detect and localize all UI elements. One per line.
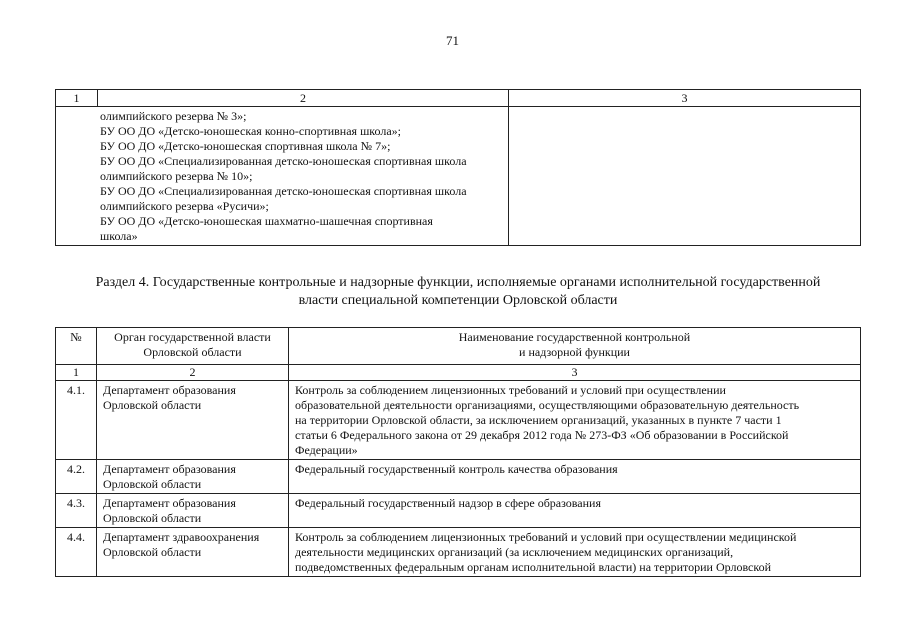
table-row [56, 528, 861, 577]
authority-line: Орловской области [103, 545, 202, 559]
row-function [289, 528, 861, 577]
row-function [289, 460, 861, 494]
row-number: 4.2. [56, 460, 97, 494]
list-line: олимпийского резерва № 10»; [100, 169, 253, 183]
list-line: олимпийского резерва № 3»; [100, 109, 247, 123]
control-functions-table [55, 327, 861, 577]
header-col-3: 3 [509, 90, 861, 107]
list-line: БУ ОО ДО «Детско-юношеская конно-спортивная школа»; [100, 124, 402, 138]
function-line: Федеральный государственный контроль качества образования [295, 462, 618, 476]
authority-line: Орловской области [103, 511, 202, 525]
row-function [289, 381, 861, 460]
table-row [56, 381, 861, 460]
row-number: 4.3. [56, 494, 97, 528]
function-line: деятельности медицинских организаций (за исключением медицинских организаций, [295, 545, 734, 559]
list-line: БУ ОО ДО «Детско-юношеская шахматно-шашечная спортивная [100, 214, 433, 228]
table-header [56, 328, 861, 365]
row-function [289, 494, 861, 528]
function-line: Федерации» [295, 443, 358, 457]
function-line: на территории Орловской области, за исключением организаций, указанных в пункте 7 части 1 [295, 413, 782, 427]
row-number: 4.4. [56, 528, 97, 577]
continuation-table-header [56, 90, 861, 107]
column-number-1: 1 [56, 365, 97, 381]
function-line: образовательной деятельности организациями, осуществляющими образовательную деятельность [295, 398, 800, 412]
header-authority-line-2: Орловской области [143, 345, 242, 359]
header-function-line-2: и надзорной функции [519, 345, 630, 359]
continuation-table-row [56, 107, 861, 246]
function-line: Федеральный государственный надзор в сфере образования [295, 496, 601, 510]
row-authority [97, 460, 289, 494]
authority-line: Орловской области [103, 477, 202, 491]
header-number: № [56, 328, 97, 365]
section-title-line-1: Раздел 4. Государственные контрольные и надзорные функции, исполняемые органами исполнительной государственной [95, 275, 821, 290]
list-line: БУ ОО ДО «Детско-юношеская спортивная школа № 7»; [100, 139, 391, 153]
row-number: 4.1. [56, 381, 97, 460]
list-line: школа» [100, 229, 138, 243]
row-authority [97, 494, 289, 528]
page-number: 71 [446, 33, 459, 48]
continuation-table [55, 89, 861, 246]
table-row [56, 494, 861, 528]
institutions-list-cell [56, 107, 509, 246]
function-line: Контроль за соблюдением лицензионных требований и условий при осуществлении медицинской [295, 530, 797, 544]
authority-line: Департамент здравоохранения [103, 530, 260, 544]
header-function-line-1: Наименование государственной контрольной [458, 330, 691, 344]
table-column-numbers [56, 365, 861, 381]
function-line: статьи 6 Федерального закона от 29 декабря 2012 года № 273-ФЗ «Об образовании в Российской [295, 428, 789, 442]
authority-line: Орловской области [103, 398, 202, 412]
table-row [56, 460, 861, 494]
authority-line: Департамент образования [103, 383, 236, 397]
function-line: Контроль за соблюдением лицензионных требований и условий при осуществлении [295, 383, 726, 397]
row-authority [97, 381, 289, 460]
authority-line: Департамент образования [103, 462, 236, 476]
header-col-1: 1 [56, 90, 98, 107]
header-authority [97, 328, 289, 365]
column-number-3: 3 [289, 365, 861, 381]
authority-line: Департамент образования [103, 496, 236, 510]
header-function [289, 328, 861, 365]
header-col-2: 2 [98, 90, 509, 107]
function-line: подведомственных федеральным органам исполнительной власти) на территории Орловской [295, 560, 772, 574]
list-line: БУ ОО ДО «Специализированная детско-юношеская спортивная школа [100, 154, 467, 168]
column-number-2: 2 [97, 365, 289, 381]
section-title-line-2: власти специальной компетенции Орловской области [298, 293, 618, 308]
header-authority-line-1: Орган государственной власти [114, 330, 271, 344]
row-authority [97, 528, 289, 577]
section-title [55, 274, 861, 310]
empty-col-3-cell [509, 107, 861, 246]
list-line: олимпийского резерва «Русичи»; [100, 199, 269, 213]
list-line: БУ ОО ДО «Специализированная детско-юношеская спортивная школа [100, 184, 467, 198]
